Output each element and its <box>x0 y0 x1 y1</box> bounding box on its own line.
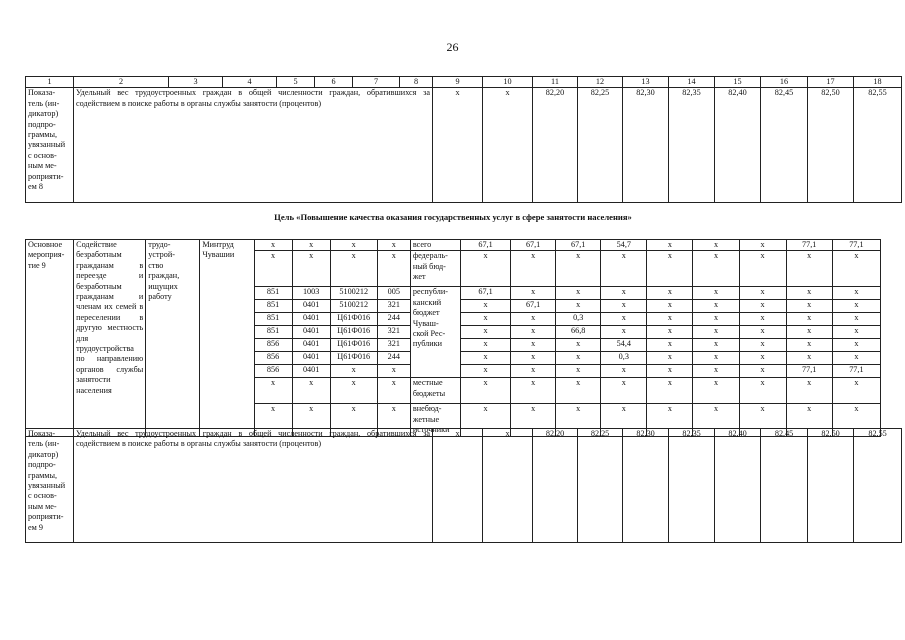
value-cell: x <box>601 251 647 287</box>
col-number: 12 <box>578 77 623 88</box>
value-cell: x <box>786 313 832 326</box>
value-cell: x <box>647 352 693 365</box>
value-cell: x <box>483 88 533 203</box>
budget-code: Ц61Ф016 <box>330 352 377 365</box>
value-cell: x <box>832 287 880 300</box>
value-cell: x <box>647 300 693 313</box>
value-cell: x <box>693 339 739 352</box>
value-cell: x <box>647 404 693 436</box>
value-cell: x <box>511 378 556 404</box>
funding-row <box>26 240 881 251</box>
value-cell: x <box>786 352 832 365</box>
value-cell: x <box>556 352 601 365</box>
value-cell: x <box>460 365 510 378</box>
budget-code: 244 <box>377 352 410 365</box>
value-cell: 67,1 <box>511 240 556 251</box>
budget-code: x <box>292 240 330 251</box>
budget-code: 856 <box>254 365 292 378</box>
value-cell: x <box>601 365 647 378</box>
value-cell: x <box>739 251 786 287</box>
value-cell: 82,25 <box>578 429 623 543</box>
value-cell: x <box>460 300 510 313</box>
value-cell: 66,8 <box>556 326 601 339</box>
measure-description: Содействие безработным гражданам в переезде и безработным гражданам и членам их семей в переселении в другую местность для трудоустройства по направлению органов службы занятости населения <box>74 240 146 437</box>
col-number: 13 <box>623 77 669 88</box>
value-cell: x <box>556 339 601 352</box>
value-cell: x <box>433 88 483 203</box>
budget-code: x <box>377 251 410 287</box>
col-number: 1 <box>26 77 74 88</box>
value-cell: x <box>693 313 739 326</box>
value-cell: x <box>786 404 832 436</box>
value-cell: x <box>786 300 832 313</box>
value-cell: x <box>460 326 510 339</box>
value-cell: x <box>693 326 739 339</box>
col-number: 14 <box>669 77 715 88</box>
budget-code: 0401 <box>292 365 330 378</box>
value-cell: 82,55 <box>854 88 902 203</box>
value-cell: x <box>693 378 739 404</box>
value-cell: x <box>601 300 647 313</box>
col-number: 2 <box>74 77 169 88</box>
value-cell: x <box>739 313 786 326</box>
budget-code: x <box>254 251 292 287</box>
value-cell: x <box>556 365 601 378</box>
value-cell: x <box>460 339 510 352</box>
funding-source: всего <box>410 240 460 251</box>
col-number: 7 <box>353 77 400 88</box>
value-cell: x <box>832 404 880 436</box>
budget-code: x <box>254 240 292 251</box>
budget-code: Ц61Ф016 <box>330 326 377 339</box>
value-cell: x <box>647 313 693 326</box>
value-cell: 82,40 <box>715 429 761 543</box>
value-cell: 54,7 <box>601 240 647 251</box>
value-cell: x <box>786 339 832 352</box>
budget-code: 5100212 <box>330 300 377 313</box>
value-cell: x <box>739 365 786 378</box>
value-cell: x <box>832 251 880 287</box>
measure-purpose: трудо- устрой- ство граждан, ищущих работу <box>146 240 200 437</box>
value-cell: 0,3 <box>601 352 647 365</box>
value-cell: 82,30 <box>623 88 669 203</box>
col-number: 6 <box>315 77 353 88</box>
budget-code: 5100212 <box>330 287 377 300</box>
value-cell: 67,1 <box>511 300 556 313</box>
col-number: 3 <box>169 77 223 88</box>
value-cell: x <box>739 352 786 365</box>
value-cell: 82,35 <box>669 429 715 543</box>
value-cell: x <box>511 251 556 287</box>
value-cell: x <box>556 287 601 300</box>
value-cell: x <box>693 251 739 287</box>
value-cell: x <box>647 365 693 378</box>
value-cell: x <box>832 300 880 313</box>
value-cell: x <box>647 251 693 287</box>
value-cell: x <box>483 429 533 543</box>
value-cell: x <box>739 287 786 300</box>
value-cell: x <box>556 251 601 287</box>
budget-code: x <box>254 378 292 404</box>
value-cell: x <box>601 378 647 404</box>
value-cell: 82,40 <box>715 88 761 203</box>
value-cell: x <box>739 339 786 352</box>
col-number: 17 <box>808 77 854 88</box>
value-cell: x <box>693 404 739 436</box>
value-cell: x <box>693 365 739 378</box>
value-cell: 67,1 <box>460 240 510 251</box>
col-number: 16 <box>761 77 808 88</box>
value-cell: x <box>832 326 880 339</box>
budget-code: 244 <box>377 313 410 326</box>
value-cell: x <box>739 300 786 313</box>
budget-code: 851 <box>254 326 292 339</box>
value-cell: x <box>511 404 556 436</box>
value-cell: x <box>511 365 556 378</box>
value-cell: x <box>511 287 556 300</box>
value-cell: x <box>556 404 601 436</box>
value-cell: x <box>511 339 556 352</box>
value-cell: 67,1 <box>556 240 601 251</box>
budget-code: Ц61Ф016 <box>330 313 377 326</box>
value-cell: x <box>832 352 880 365</box>
indicator-text: Удельный вес трудоустроенных граждан в общей численности граждан, обратившихся за содействием в поиске работы в органы службы занятости (процентов) <box>74 429 433 543</box>
value-cell: 82,20 <box>533 88 578 203</box>
budget-code: x <box>377 365 410 378</box>
value-cell: x <box>647 287 693 300</box>
value-cell: x <box>786 378 832 404</box>
indicator-label: Показа- тель (ин- дикатор) подпро- граммы, увязанный с основ- ным ме- роприяти- ем 9 <box>26 429 74 543</box>
value-cell: x <box>556 300 601 313</box>
value-cell: x <box>647 378 693 404</box>
indicator-label: Показа- тель (ин- дикатор) подпро- граммы, увязанный с основ- ным ме- роприяти- ем 8 <box>26 88 74 203</box>
value-cell: x <box>693 300 739 313</box>
value-cell: 82,45 <box>761 88 808 203</box>
budget-code: 321 <box>377 326 410 339</box>
value-cell: 77,1 <box>832 365 880 378</box>
col-number: 15 <box>715 77 761 88</box>
indicator-text: Удельный вес трудоустроенных граждан в общей численности граждан, обратившихся за содействием в поиске работы в органы службы занятости (процентов) <box>74 88 433 203</box>
budget-code: x <box>330 240 377 251</box>
value-cell: x <box>693 240 739 251</box>
value-cell: x <box>739 404 786 436</box>
measure-executor: Минтруд Чувашии <box>200 240 254 437</box>
budget-code: x <box>254 404 292 436</box>
budget-code: x <box>330 378 377 404</box>
value-cell: x <box>433 429 483 543</box>
col-number: 4 <box>223 77 277 88</box>
budget-code: 851 <box>254 300 292 313</box>
value-cell: x <box>601 313 647 326</box>
value-cell: x <box>739 240 786 251</box>
value-cell: x <box>786 326 832 339</box>
value-cell: x <box>460 404 510 436</box>
value-cell: x <box>460 251 510 287</box>
budget-code: x <box>330 365 377 378</box>
indicator-row <box>26 429 902 543</box>
col-number: 10 <box>483 77 533 88</box>
indicator-table-8 <box>25 76 902 203</box>
col-number: 9 <box>433 77 483 88</box>
value-cell: x <box>511 313 556 326</box>
budget-code: x <box>330 251 377 287</box>
value-cell: 82,35 <box>669 88 715 203</box>
budget-code: 0401 <box>292 313 330 326</box>
value-cell: 54,4 <box>601 339 647 352</box>
col-number: 8 <box>400 77 433 88</box>
value-cell: 82,20 <box>533 429 578 543</box>
value-cell: x <box>647 240 693 251</box>
indicator-table-9 <box>25 428 902 543</box>
budget-code: Ц61Ф016 <box>330 339 377 352</box>
value-cell: x <box>832 339 880 352</box>
budget-code: 321 <box>377 339 410 352</box>
budget-code: 1003 <box>292 287 330 300</box>
value-cell: x <box>647 339 693 352</box>
value-cell: x <box>832 313 880 326</box>
budget-code: x <box>377 378 410 404</box>
value-cell: 82,30 <box>623 429 669 543</box>
value-cell: x <box>601 287 647 300</box>
page-number: 26 <box>446 40 459 54</box>
value-cell: x <box>601 404 647 436</box>
col-number: 11 <box>533 77 578 88</box>
budget-code: x <box>292 251 330 287</box>
budget-code: 851 <box>254 313 292 326</box>
measure-9-table <box>25 239 881 437</box>
budget-code: x <box>330 404 377 436</box>
budget-code: 0401 <box>292 300 330 313</box>
budget-code: x <box>292 404 330 436</box>
funding-source: федераль- ный бюд- жет <box>410 251 460 287</box>
value-cell: x <box>556 378 601 404</box>
budget-code: 321 <box>377 300 410 313</box>
value-cell: 77,1 <box>832 240 880 251</box>
col-number: 5 <box>277 77 315 88</box>
column-number-row <box>26 77 902 88</box>
budget-code: 005 <box>377 287 410 300</box>
budget-code: 0401 <box>292 352 330 365</box>
budget-code: x <box>377 404 410 436</box>
value-cell: x <box>511 326 556 339</box>
value-cell: 0,3 <box>556 313 601 326</box>
value-cell: 82,50 <box>808 429 854 543</box>
value-cell: x <box>511 352 556 365</box>
budget-code: 0401 <box>292 326 330 339</box>
funding-source: внебюд- жетные источники <box>410 404 460 436</box>
value-cell: 77,1 <box>786 365 832 378</box>
budget-code: x <box>377 240 410 251</box>
value-cell: x <box>786 287 832 300</box>
value-cell: 82,25 <box>578 88 623 203</box>
value-cell: x <box>601 326 647 339</box>
value-cell: x <box>786 251 832 287</box>
budget-code: x <box>292 378 330 404</box>
value-cell: 67,1 <box>460 287 510 300</box>
value-cell: x <box>460 378 510 404</box>
value-cell: 82,45 <box>761 429 808 543</box>
budget-code: 856 <box>254 339 292 352</box>
value-cell: x <box>460 352 510 365</box>
value-cell: x <box>739 378 786 404</box>
value-cell: 82,50 <box>808 88 854 203</box>
indicator-row <box>26 88 902 203</box>
funding-source: местные бюджеты <box>410 378 460 404</box>
value-cell: x <box>693 352 739 365</box>
value-cell: 77,1 <box>786 240 832 251</box>
measure-name: Основное мероприя- тие 9 <box>26 240 74 437</box>
budget-code: 856 <box>254 352 292 365</box>
value-cell: x <box>739 326 786 339</box>
value-cell: 82,55 <box>854 429 902 543</box>
funding-source: республи- канский бюджет Чуваш- ской Рес- публики <box>410 287 460 378</box>
value-cell: x <box>460 313 510 326</box>
value-cell: x <box>693 287 739 300</box>
budget-code: 0401 <box>292 339 330 352</box>
goal-title: Цель «Повышение качества оказания государственных услуг в сфере занятости населения» <box>274 212 632 222</box>
value-cell: x <box>832 378 880 404</box>
value-cell: x <box>647 326 693 339</box>
budget-code: 851 <box>254 287 292 300</box>
col-number: 18 <box>854 77 902 88</box>
